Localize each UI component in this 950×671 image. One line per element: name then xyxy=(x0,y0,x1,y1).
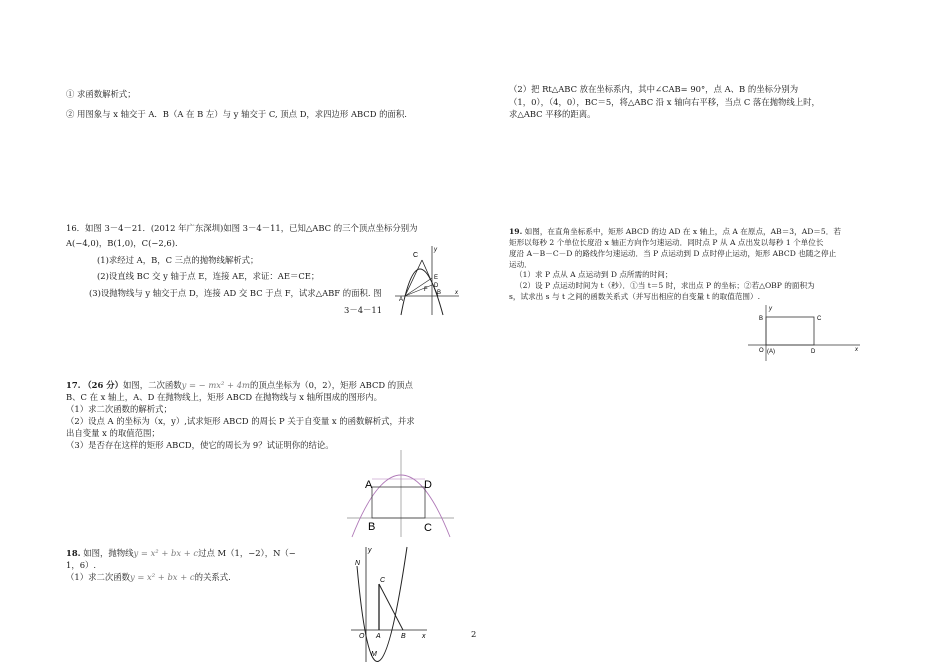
q18-label-n: N xyxy=(355,560,361,567)
q18-number: 18. xyxy=(66,548,81,558)
q19-line4: 运动． xyxy=(509,260,532,269)
q16-figure xyxy=(393,243,463,318)
q19-label-d: D xyxy=(811,349,816,355)
q15-part1: ① 求函数解析式； xyxy=(66,89,136,99)
q18-figure xyxy=(347,544,431,664)
q16-label-e: E xyxy=(434,275,439,281)
q19-line3: 度沿 A－B－C－D 的路线作匀速运动．当 P 点运动到 D 点时停止运动，矩形 ABCD 也随之停止 xyxy=(509,249,837,258)
q19-line1-text: 如图，在直角坐标系中，矩形 ABCD 的边 AD 在 x 轴上，点 A 在原点，AB＝3，AD＝5．若 xyxy=(524,227,841,236)
q19-label-c: C xyxy=(817,316,822,322)
q18-text-b: 过点 M（1，−2），N（− xyxy=(198,548,296,558)
q18-label-a: A xyxy=(376,633,381,640)
q17-label-d: D xyxy=(424,479,432,491)
q18-text-a: 如图，抛物线 xyxy=(83,548,134,558)
q17-score: （26 分） xyxy=(83,380,123,390)
q19-label-x: x xyxy=(855,347,858,353)
q19-part1: （1）求 P 点从 A 点运动到 D 点所需的时间； xyxy=(515,270,673,279)
q18-line1 xyxy=(66,547,296,559)
q18-segment-cb xyxy=(379,584,403,630)
q19-figure xyxy=(748,303,864,363)
q17-figure xyxy=(344,448,456,540)
q19-label-b: B xyxy=(759,316,764,322)
q17-rectangle xyxy=(372,487,425,518)
q16-part2: (2)设直线 BC 交 y 轴于点 E，连接 AE，求证：AE＝CE； xyxy=(97,271,320,281)
q19-part2a: （2）设 P 点运动时间为 t（秒）．①当 t＝5 时，求出点 P 的坐标；②若△OBP 的面积为 xyxy=(515,281,815,290)
q18-line2: 1，6）. xyxy=(66,560,97,570)
q18-part1-text-a: （1）求二次函数 xyxy=(66,572,130,582)
q18-part1 xyxy=(66,571,231,583)
q17-label-b: B xyxy=(368,521,376,533)
q17-part2b: 出自变量 x 的取值范围； xyxy=(66,428,160,438)
q17-label-a: A xyxy=(365,479,373,491)
q18-parabola xyxy=(357,547,407,661)
q16-figure-caption: 3－4－11 xyxy=(344,305,383,315)
q16-part3: (3)设抛物线与 y 轴交于点 D，连接 AD 交 BC 于点 F，试求△ABF 的面积. 图 xyxy=(89,288,382,298)
q17-formula: y = − mx² + 4m xyxy=(181,380,250,390)
q17-number: 17. xyxy=(66,380,81,390)
q16-part1: (1)求经过 A，B，C 三点的抛物线解析式； xyxy=(97,255,259,265)
q18-label-c: C xyxy=(380,577,386,584)
q17-text-b: 的顶点坐标为（0，2），矩形 ABCD 的顶点 xyxy=(249,380,413,390)
q17-text-a: 如图，二次函数 xyxy=(122,380,182,390)
q18-label-m: M xyxy=(371,651,377,658)
q15-part2: ② 用图象与 x 轴交于 A．B（A 在 B 左）与 y 轴交于 C, 顶点 D，求四边形 ABCD 的面积. xyxy=(66,109,407,119)
q17-part1: （1）求二次函数的解析式； xyxy=(66,404,172,414)
q16-label-f: F xyxy=(424,287,428,293)
q19-line2: 矩形以每秒 2 个单位长度沿 x 轴正方向作匀速运动．同时点 P 从 A 点出发以每秒 1 个单位长 xyxy=(509,238,824,247)
q19-label-y: y xyxy=(769,306,772,312)
q17-line1 xyxy=(66,379,413,391)
q16-label-b: B xyxy=(437,290,442,296)
q18-formula-2: y = x² + bx + c xyxy=(129,572,195,582)
q17-part2a: （2）设点 A 的坐标为（x，y）,试求矩形 ABCD 的周长 P 关于自变量 x 的函数解析式，并求 xyxy=(66,416,415,426)
q16-line1: 16．如图 3－4－21．(2012 年广东深圳)如图 3－4－11，已知△ABC 的三个顶点坐标分别为 xyxy=(66,223,418,233)
q16-line2: A(−4,0)，B(1,0)，C(−2,6). xyxy=(66,238,178,248)
q16-label-d: D xyxy=(434,283,439,289)
q18-label-o: O xyxy=(359,633,365,640)
q19-part2b: s，试求出 s 与 t 之间的函数关系式（并写出相应的自变量 t 的取值范围）. xyxy=(509,292,761,301)
prev-q-part2-line2: （1，0），（4，0），BC＝5，将△ABC 沿 x 轴向右平移，当点 C 落在抛物线上时， xyxy=(509,97,820,107)
prev-q-part2-line1: （2）把 Rt△ABC 放在坐标系内，其中∠CAB= 90°，点 A、B 的坐标分别为 xyxy=(509,84,799,94)
q17-line2: B、C 在 x 轴上，A、D 在抛物线上，矩形 ABCD 在抛物线与 x 轴所围成的图形内。 xyxy=(66,392,383,402)
q18-label-x: x xyxy=(422,633,426,640)
prev-q-part2-line3: 求△ABC 平移的距离。 xyxy=(509,109,596,119)
q17-label-c: C xyxy=(424,522,432,534)
q18-label-b: B xyxy=(401,633,406,640)
q16-label-y: y xyxy=(434,247,437,253)
q18-formula: y = x² + bx + c xyxy=(133,548,199,558)
page-number: 2 xyxy=(471,629,477,639)
q17-part3: （3）是否存在这样的矩形 ABCD，使它的周长为 9？试证明你的结论。 xyxy=(66,440,334,450)
q19-label-o: O xyxy=(759,348,764,354)
q18-label-y: y xyxy=(368,547,372,554)
q16-label-a: A xyxy=(399,297,404,303)
q16-label-c: C xyxy=(413,252,419,259)
q16-label-x: x xyxy=(455,290,458,296)
q19-rectangle xyxy=(766,317,814,345)
q18-part1-text-b: 的关系式. xyxy=(194,572,231,582)
q19-label-a: (A) xyxy=(767,349,775,355)
q19-number: 19. xyxy=(509,227,523,236)
